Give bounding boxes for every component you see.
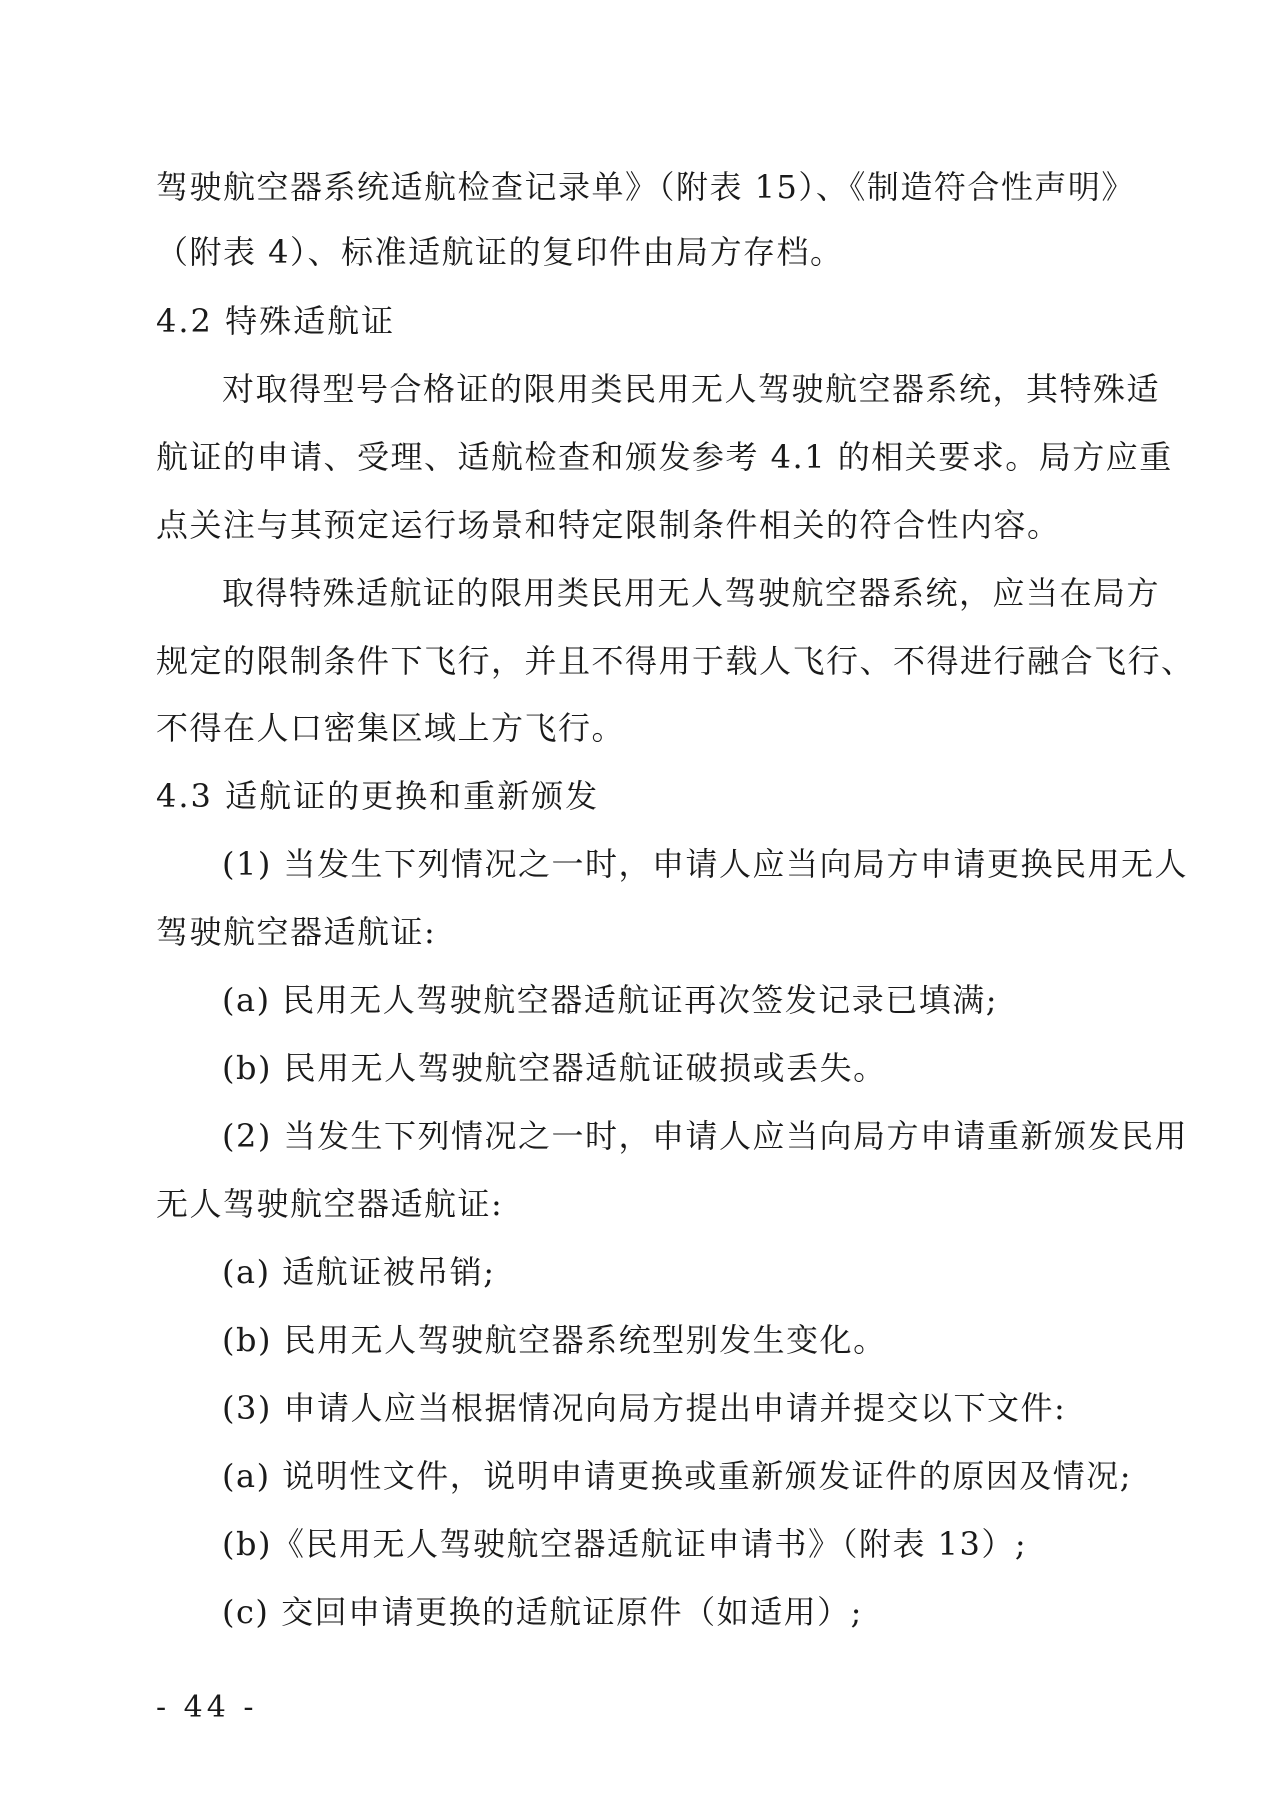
text-line: 航证的申请、受理、适航检查和颁发参考 4.1 的相关要求。局方应重: [156, 438, 1173, 476]
text-line: （附表 4）、标准适航证的复印件由局方存档。: [156, 233, 844, 271]
text-line: 点关注与其预定运行场景和特定限制条件相关的符合性内容。: [156, 506, 1061, 544]
list-item: (a) 说明性文件，说明申请更换或重新颁发证件的原因及情况;: [222, 1457, 1133, 1495]
list-item: (a) 民用无人驾驶航空器适航证再次签发记录已填满;: [222, 981, 999, 1019]
text-line: 对取得型号合格证的限用类民用无人驾驶航空器系统，其特殊适: [222, 370, 1161, 408]
text-line: (1) 当发生下列情况之一时，申请人应当向局方申请更换民用无人: [222, 845, 1189, 883]
text-line: (2) 当发生下列情况之一时，申请人应当向局方申请重新颁发民用: [222, 1117, 1189, 1155]
text-line: 不得在人口密集区域上方飞行。: [156, 709, 626, 747]
text-line: 规定的限制条件下飞行，并且不得用于载人飞行、不得进行融合飞行、: [156, 642, 1195, 680]
list-item: (b)《民用无人驾驶航空器适航证申请书》（附表 13）;: [222, 1525, 1028, 1563]
section-heading-4-3: 4.3 适航证的更换和重新颁发: [156, 777, 600, 815]
list-item: (a) 适航证被吊销;: [222, 1253, 496, 1291]
text-line: 驾驶航空器适航证:: [156, 913, 437, 951]
section-heading-4-2: 4.2 特殊适航证: [156, 302, 396, 340]
text-line: (3) 申请人应当根据情况向局方提出申请并提交以下文件:: [222, 1389, 1067, 1427]
list-item: (b) 民用无人驾驶航空器适航证破损或丢失。: [222, 1049, 887, 1087]
list-item: (c) 交回申请更换的适航证原件（如适用）;: [222, 1593, 863, 1631]
page-number: - 44 -: [156, 1690, 258, 1725]
text-line: 取得特殊适航证的限用类民用无人驾驶航空器系统，应当在局方: [222, 574, 1161, 612]
list-item: (b) 民用无人驾驶航空器系统型别发生变化。: [222, 1321, 887, 1359]
text-line: 无人驾驶航空器适航证:: [156, 1185, 504, 1223]
text-line: 驾驶航空器系统适航检查记录单》（附表 15）、《制造符合性声明》: [156, 168, 1135, 206]
